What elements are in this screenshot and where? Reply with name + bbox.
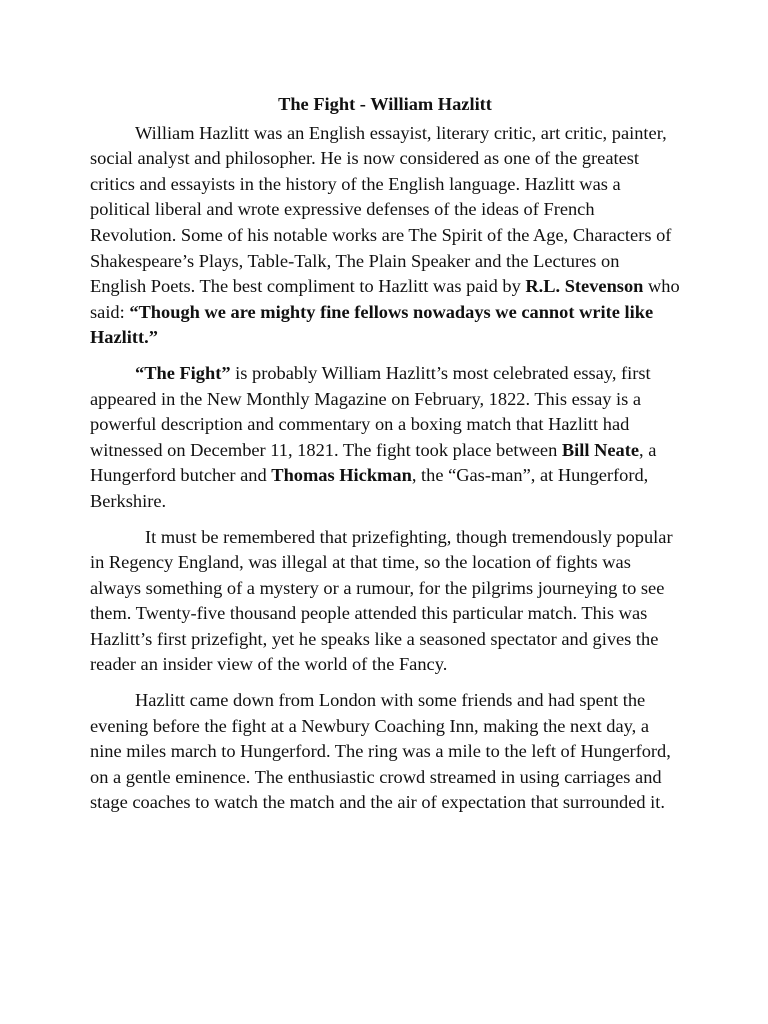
paragraph-text: is probably William Hazlitt’s most celebrated essay, first appeared in the New Monthly Magazine on February, 1822. This essay is a powerful description and commentary on a boxing match that Hazlitt had witnessed on December 11, 1821. The fight took place between xyxy=(90,362,651,460)
paragraph-text: who said: xyxy=(90,276,680,322)
paragraph-text: , a Hungerford butcher and xyxy=(90,439,657,486)
paragraph-text: , the “Gas-man”, at Hungerford, Berkshire. xyxy=(90,465,649,511)
paragraph-text: It must be remembered that prizefighting, though tremendously popular in Regency England, was illegal at that time, so the location of fights was always something of a mystery or a rumour, for the pilgrims journeying to see them. Twenty-five thousand people attended this particular match. This was Hazlitt’s first prizefight, yet he speaks like a seasoned spectator and gives the reader an insider view of the world of the Fancy. xyxy=(90,526,673,675)
bold-essay-title: “The Fight” xyxy=(135,362,231,383)
paragraph-intro xyxy=(90,121,680,351)
bold-name-thomas-hickman: Thomas Hickman xyxy=(271,465,412,486)
document-body xyxy=(90,92,680,826)
paragraph-prizefighting xyxy=(90,525,680,679)
paragraph-journey xyxy=(90,688,680,816)
paragraph-text: Hazlitt came down from London with some friends and had spent the evening before the fight at a Newbury Coaching Inn, making the next day, a nine miles march to Hungerford. The ring was a mile to the left of Hungerford, on a gentle eminence. The enthusiastic crowd streamed in using carriages and stage coaches to watch the match and the air of expectation that surrounded it. xyxy=(90,690,671,813)
paragraph-text: William Hazlitt was an English essayist, literary critic, art critic, painter, social analyst and philosopher. He is now considered as one of the greatest critics and essayists in the history of the English language. Hazlitt was a political liberal and wrote expressive defenses of the ideas of French Revolution. Some of his notable works are The Spirit of the Age, Characters of Shakespeare’s Plays, Table-Talk, The Plain Speaker and the Lectures on English Poets. The best compliment to Hazlitt was paid by xyxy=(90,122,672,297)
document-title: The Fight - William Hazlitt xyxy=(278,94,492,114)
bold-quote-stevenson: “Though we are mighty fine fellows nowadays we cannot write like Hazlitt.” xyxy=(90,301,654,348)
paragraph-the-fight xyxy=(90,361,680,515)
bold-name-bill-neate: Bill Neate xyxy=(561,439,640,460)
bold-name-stevenson: R.L. Stevenson xyxy=(525,276,644,297)
